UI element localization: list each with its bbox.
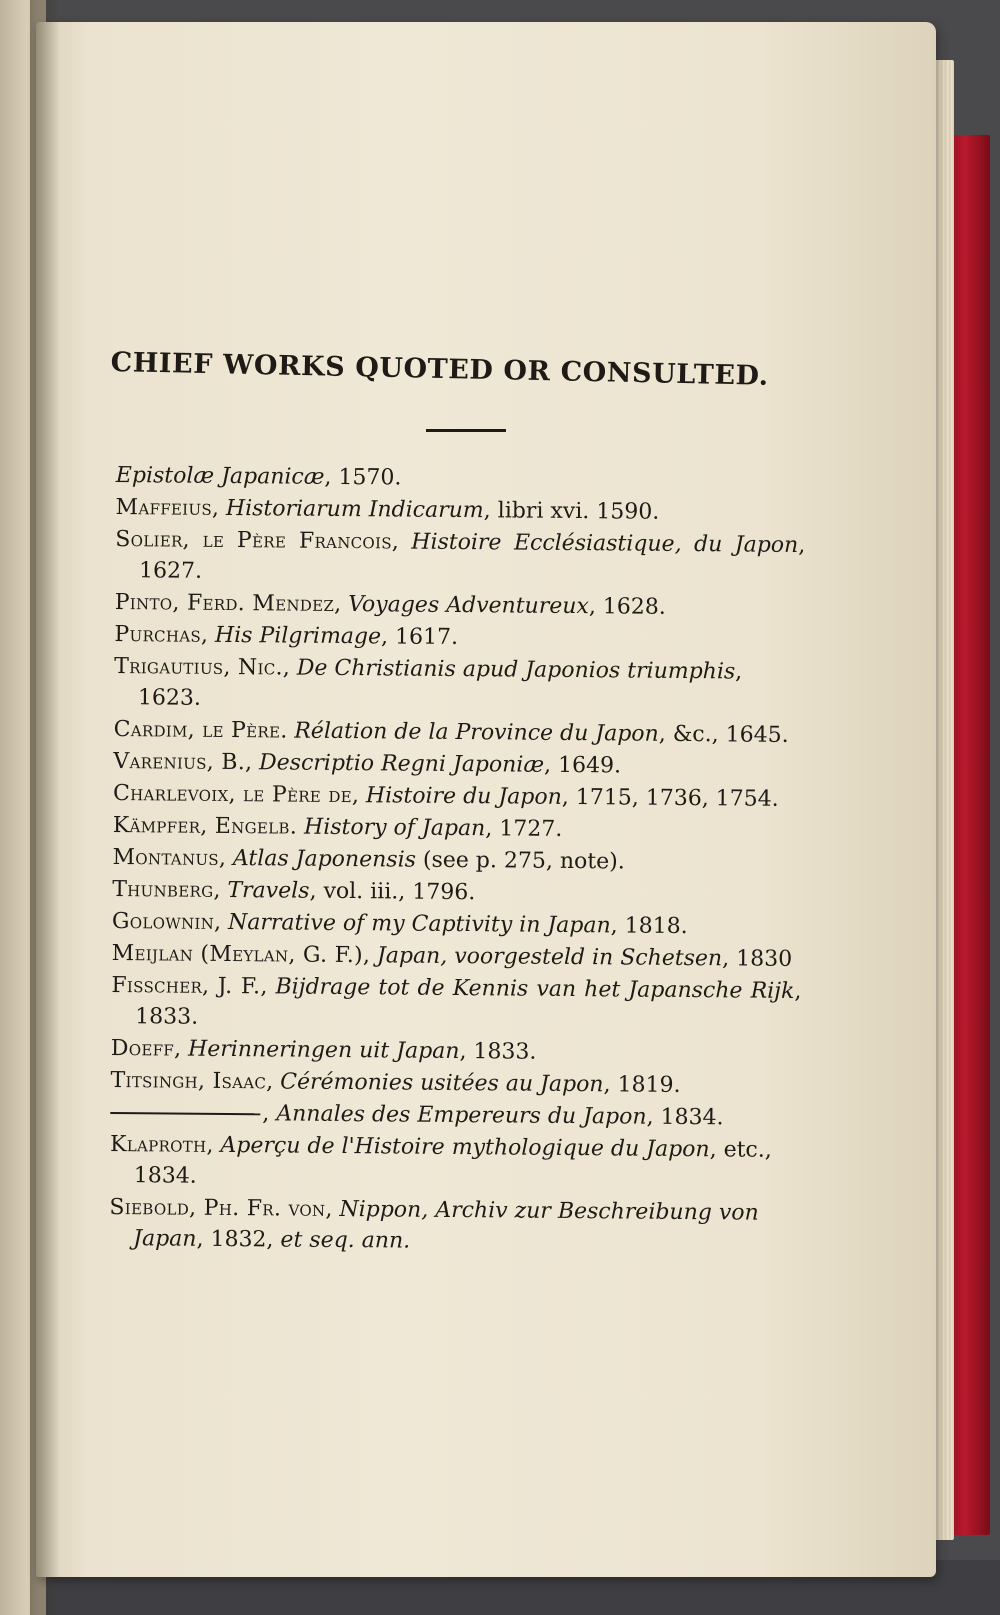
work-title: Japan, voorgesteld in Schetsen: [376, 943, 723, 972]
bibliography-entry: [109, 1192, 800, 1260]
separator: ,: [266, 1069, 281, 1095]
separator: ,: [334, 591, 349, 618]
bibliography-entry: [115, 587, 805, 624]
author-name: Purchas: [114, 621, 202, 648]
separator: ,: [282, 655, 297, 681]
work-title: Histoire du Japon: [365, 783, 562, 810]
work-title: Annales des Empereurs du Japon: [276, 1101, 647, 1130]
work-title: Histoire Ecclésiastique, du Japon: [411, 529, 799, 558]
separator: .: [280, 718, 295, 744]
work-title: Epistolæ Japanicæ: [115, 462, 325, 490]
bibliography-entry: [114, 651, 805, 719]
separator: ,: [351, 783, 367, 809]
bibliography-entry: [112, 842, 802, 879]
author-name: Trigautius, Nic.: [114, 653, 283, 681]
separator: ,: [244, 750, 260, 776]
work-title: Bijdrage tot de Kennis van het Japansche Rijk: [275, 974, 795, 1004]
work-title: Herinneringen uit Japan: [187, 1036, 460, 1065]
work-title: Travels: [227, 877, 310, 904]
work-details: , 1617.: [380, 624, 459, 650]
work-title: Cérémonies usitées au Japon: [280, 1069, 604, 1098]
work-details: , 1570.: [324, 464, 402, 491]
author-name: Maffeius: [115, 494, 213, 521]
separator: ,: [213, 909, 229, 935]
work-title: Descriptio Regni Japoniæ: [258, 750, 545, 778]
bibliography-entry: [113, 810, 803, 847]
bibliography-entry: [112, 874, 802, 911]
work-details: , vol. iii., 1796.: [309, 878, 476, 906]
author-name: Klaproth: [109, 1131, 207, 1158]
work-details: , 1819.: [603, 1072, 681, 1098]
bibliography-entry: [114, 619, 804, 656]
separator: ,: [391, 529, 412, 555]
bibliography-entry: [111, 970, 802, 1038]
author-name: Thunberg: [112, 876, 214, 903]
bibliography-entry: [112, 938, 802, 975]
separator: ,: [211, 495, 227, 521]
bibliography-entry: [110, 1065, 800, 1102]
author-name: Siebold, Ph. Fr. von: [109, 1194, 326, 1222]
author-name: Golownin: [111, 908, 215, 935]
ditto-dash: [110, 1112, 260, 1115]
author-name: Charlevoix, le Père de: [112, 780, 353, 809]
bibliography-entry: [113, 778, 803, 815]
work-details: , 1834.: [646, 1104, 724, 1131]
author-name: Titsingh, Isaac: [110, 1067, 267, 1095]
author-name: Varenius, B.: [113, 748, 246, 776]
bibliography-entry: [115, 492, 805, 529]
work-title: Narrative of my Captivity in Japan: [227, 909, 611, 939]
bibliography-entry: [110, 1097, 800, 1134]
work-details: , 1832,: [196, 1226, 281, 1253]
work-details: , 1833.: [459, 1039, 537, 1065]
bibliography-entry: [112, 906, 802, 943]
work-details: , 1649.: [543, 752, 622, 779]
bibliography-list: [109, 460, 806, 1261]
author-name: Doeff: [110, 1035, 175, 1062]
author-name: Meijlan (Meylan, G. F.): [111, 940, 364, 969]
separator: ,: [200, 622, 216, 648]
separator: ,: [218, 845, 234, 872]
gutter-shadow: [30, 0, 60, 1615]
separator: ,: [173, 1036, 189, 1062]
work-details: (see p. 275, note).: [415, 847, 625, 875]
author-name: Cardim, le Père: [113, 716, 281, 744]
author-name: Solier, le Père Francois: [115, 526, 392, 555]
work-title: De Christianis apud Japonios triumphis: [296, 655, 736, 685]
work-details: , 1818.: [610, 913, 688, 940]
bibliography-entry: [113, 746, 803, 783]
bibliography-entry: [110, 1129, 801, 1197]
work-title: Atlas Japonensis: [232, 846, 417, 873]
work-title: Rélation de la Province du Japon: [294, 718, 659, 747]
work-title: Aperçu de l'Histoire mythologique du Japon: [220, 1132, 710, 1163]
work-details: , 1715, 1736, 1754.: [561, 784, 779, 812]
separator: ,: [325, 1196, 340, 1222]
work-extra: et seq. ann.: [280, 1227, 411, 1254]
bibliography-entry: [111, 1033, 801, 1070]
title-rule: [426, 429, 506, 432]
author-name: Fisscher, J. F.: [111, 972, 261, 1000]
work-details: , 1623.: [137, 659, 743, 711]
separator: ,: [262, 1101, 277, 1127]
bibliography-entry: [114, 714, 804, 751]
work-details: , libri xvi. 1590.: [483, 498, 660, 525]
work-title: History of Japan: [303, 814, 486, 842]
work-details: , 1830: [722, 946, 793, 972]
separator: ,: [362, 943, 378, 969]
work-details: , etc., 1834.: [133, 1137, 772, 1189]
separator: ,: [260, 974, 276, 1000]
book-page: [36, 22, 936, 1577]
work-title: Historiarum Indicarum: [225, 495, 484, 524]
work-details: , 1727.: [485, 816, 563, 842]
author-name: Montanus: [112, 844, 220, 871]
separator: ,: [206, 1132, 221, 1158]
work-details: , &c., 1645.: [658, 721, 789, 748]
author-name: Pinto, Ferd. Mendez: [114, 589, 335, 617]
separator: ,: [213, 877, 228, 903]
author-name: Kämpfer, Engelb.: [112, 812, 298, 840]
work-details: , 1627.: [138, 532, 806, 584]
page-title: CHIEF WORKS QUOTED OR CONSULTED.: [110, 347, 769, 392]
bibliography-entry: [115, 524, 806, 592]
work-title: Nippon, Archiv zur Beschreibung von Japan: [133, 1196, 759, 1252]
work-title: Voyages Adventureux: [348, 592, 589, 620]
work-title: His Pilgrimage: [214, 622, 382, 650]
bibliography-entry: [116, 460, 806, 497]
work-details: , 1628.: [588, 594, 666, 620]
work-details: , 1833.: [135, 978, 802, 1030]
